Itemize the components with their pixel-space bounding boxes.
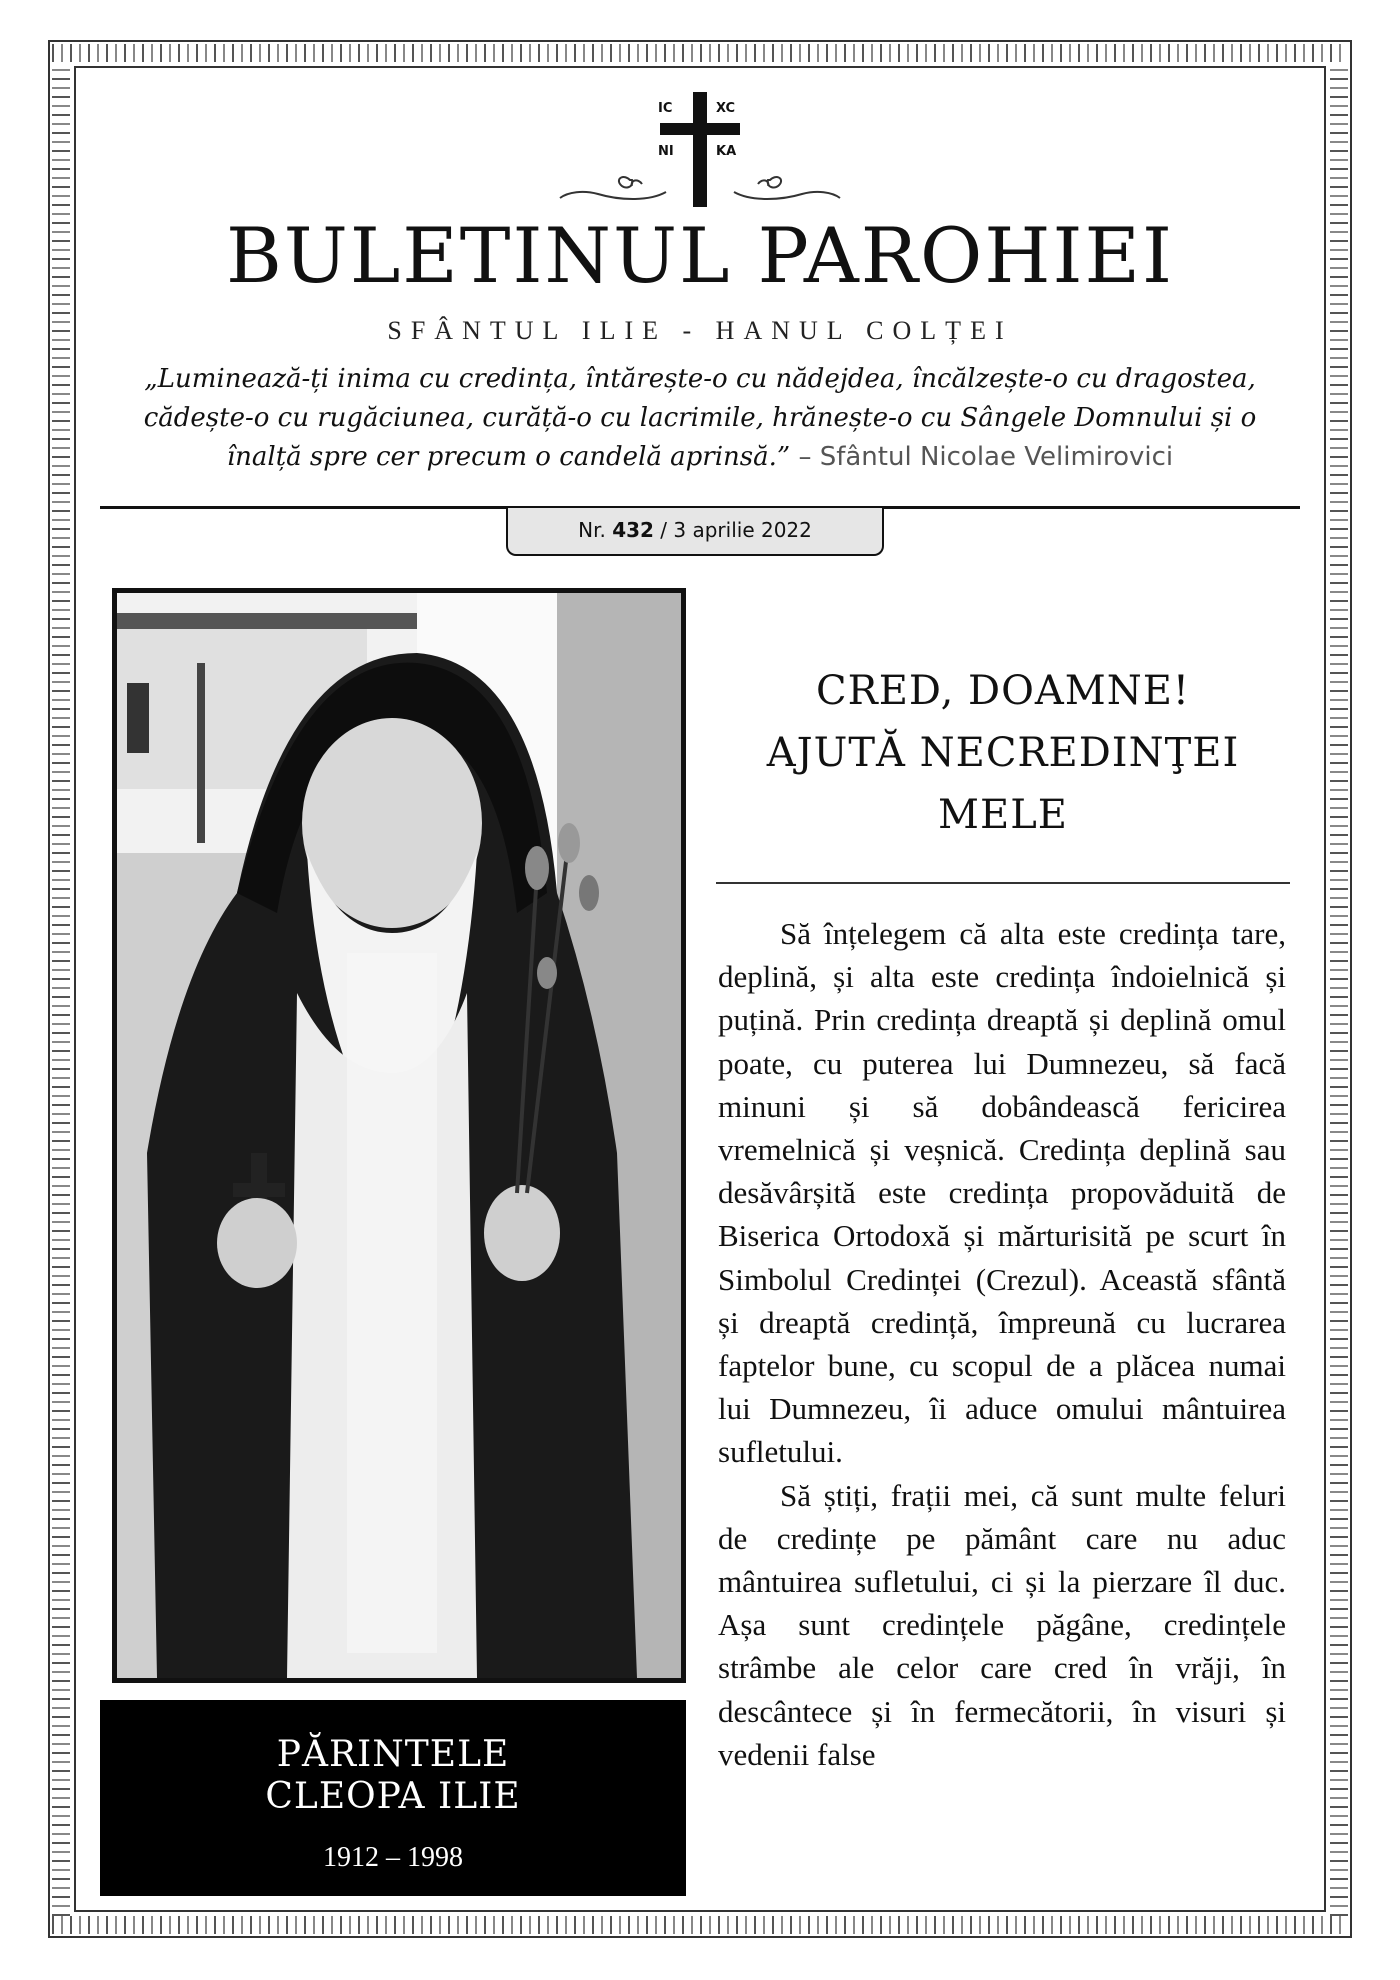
article-paragraph: Să înțelegem că alta este credința tare, deplină, și alta este credința îndoielnică și puțină. Prin credința dreaptă și deplină omul poate, cu puterea lui Dumnezeu, să facă minuni și să dobândească fericirea vremelnică și veșnică. Credința deplină sau desăvârșită este credința propovăduită de Biserica Ortodoxă și mărturisită pe scurt în Simbolul Credinței (Crezul). Această sfântă și dreaptă credință, împreună cu lucrarea faptelor bune, cu scopul de a plăcea numai lui Dumnezeu, îi aduce omului mântuirea sufletului. — [718, 916, 1286, 1470]
caption-name — [100, 1734, 686, 1818]
article-paragraph: Să știți, frații mei, că sunt multe feluri de credințe pe pământ care nu aduc mântuirea sufletului, ci și la pierzare îl duc. Așa sunt credințele păgâne, credințele strâmbe ale celor care cred în vrăji, în descântece și în fermecătorii, în visuri și vedenii false — [718, 1477, 1286, 1772]
motto-quote — [110, 360, 1290, 477]
issue-prefix: Nr. — [578, 518, 606, 542]
masthead-title: BULETINUL PAROHIEI — [225, 211, 1175, 300]
masthead-subtitle: SFÂNTUL ILIE - HANUL COLȚEI — [387, 316, 1013, 345]
article-title — [716, 660, 1290, 846]
motto-text: „Luminează-ți inima cu credința, întărește-o cu nădejdea, încălzește-o cu dragostea, cădește-o cu rugăciunea, curăță-o cu lacrimile, hrănește-o cu Sângele Domnului și o înalță spre cer precum o candelă aprinsă.” — [143, 364, 1257, 472]
article-title-line2: AJUTĂ NECREDINŢEI — [766, 730, 1240, 776]
left-flourish-icon — [558, 170, 668, 204]
caption-name-line1: PĂRINTELE — [276, 1734, 510, 1775]
motto-author: – Sfântul Nicolae Velimirovici — [790, 442, 1174, 472]
emblem-ka: KA — [716, 144, 737, 159]
right-flourish-icon — [732, 170, 842, 204]
article-title-line3: MELE — [938, 792, 1068, 838]
article-body — [718, 912, 1286, 1892]
cross-emblem — [540, 92, 860, 214]
emblem-ni: NI — [658, 144, 674, 159]
photo-caption — [100, 1700, 686, 1896]
article-rule — [716, 882, 1290, 884]
issue-date: / 3 aprilie 2022 — [653, 518, 812, 542]
cross-icon — [693, 92, 707, 207]
portrait-photo — [112, 588, 686, 1683]
issue-number: 432 — [612, 518, 654, 542]
emblem-xc: XC — [716, 101, 736, 116]
emblem-ic: IC — [658, 101, 673, 116]
portrait-illustration — [117, 593, 681, 1678]
caption-years: 1912 – 1998 — [323, 1842, 463, 1873]
caption-name-line2: CLEOPA ILIE — [265, 1776, 521, 1817]
issue-badge — [506, 508, 884, 556]
article-title-line1: CRED, DOAMNE! — [816, 668, 1190, 714]
cross-bar — [660, 123, 740, 135]
